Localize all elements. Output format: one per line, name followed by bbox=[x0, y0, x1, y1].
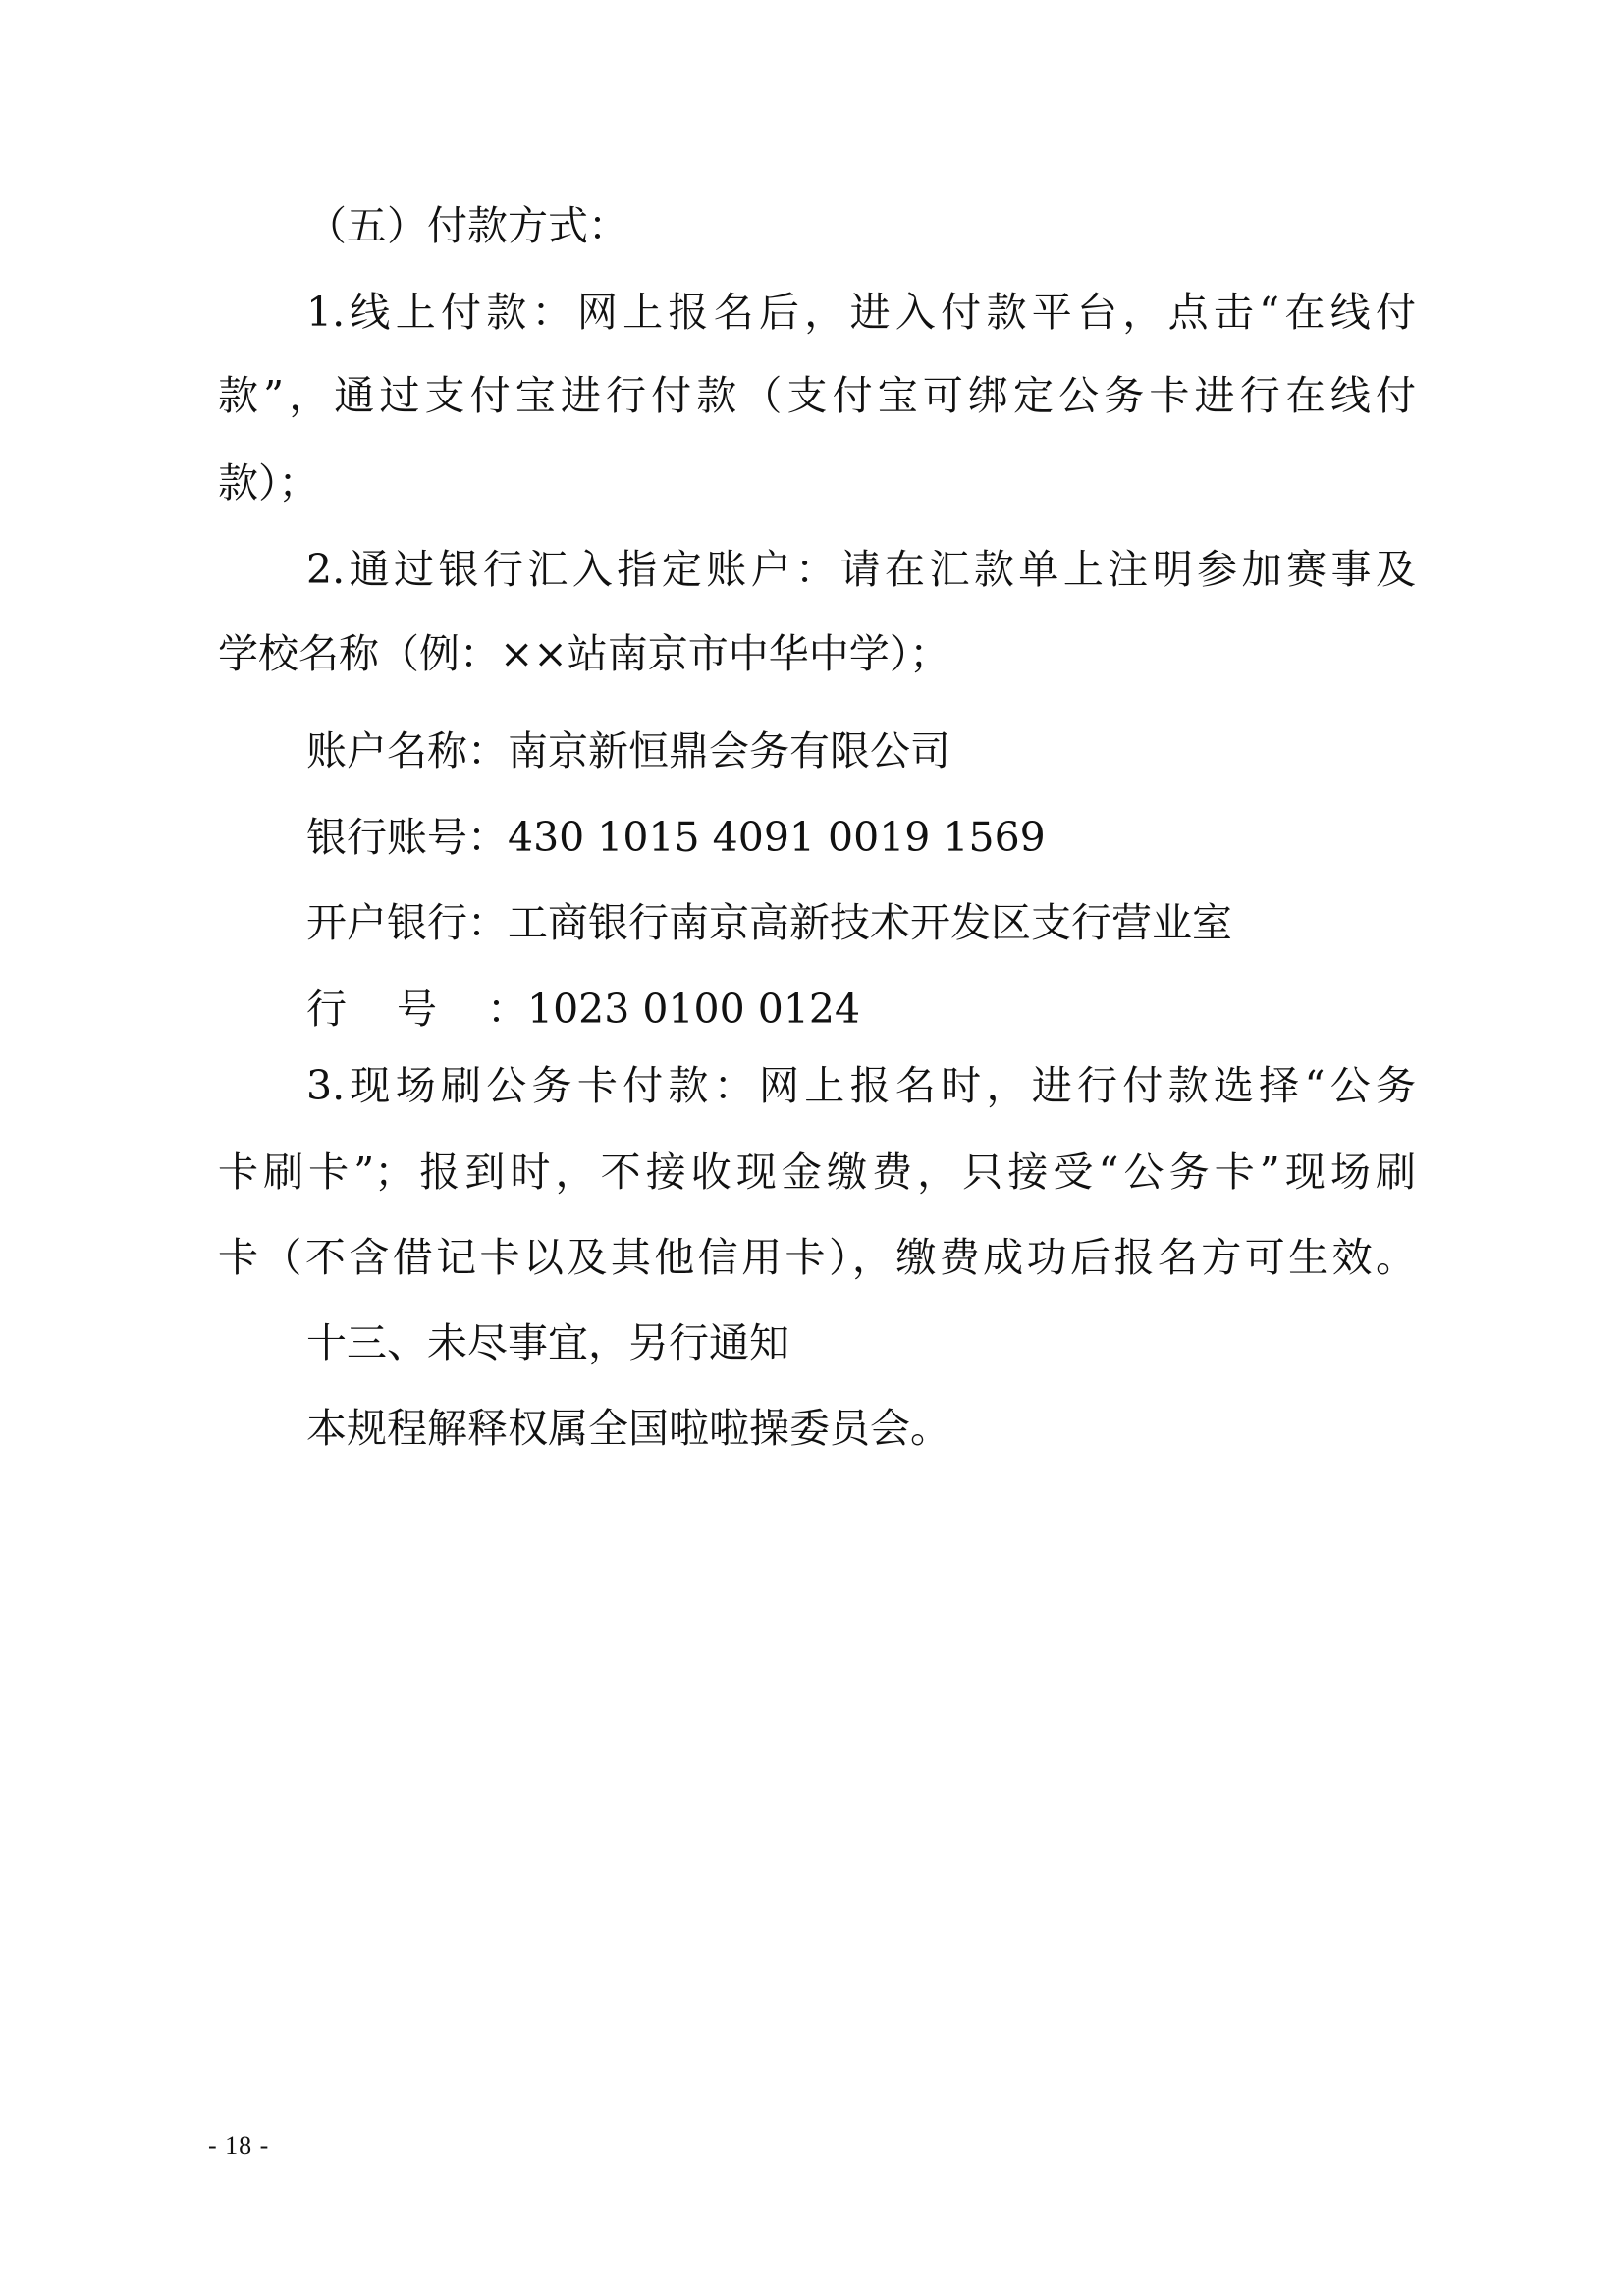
account-name-row bbox=[306, 725, 950, 776]
section-heading-payment-methods: （五）付款方式： bbox=[306, 202, 628, 249]
item1-line1: 1.线上付款：网上报名后，进入付款平台，点击“在线付 bbox=[306, 289, 1416, 336]
bank-name-label: 开户银行： bbox=[306, 899, 508, 946]
item3-line3: 卡（不含借记卡以及其他信用卡），缴费成功后报名方可生效。 bbox=[218, 1234, 1416, 1281]
account-number-row bbox=[306, 812, 1046, 863]
bank-code-row bbox=[306, 984, 860, 1035]
closing-statement: 本规程解释权属全国啦啦操委员会。 bbox=[306, 1405, 950, 1452]
account-number-label: 银行账号： bbox=[306, 814, 508, 861]
account-name-label: 账户名称： bbox=[306, 727, 508, 774]
account-number-value: 430 1015 4091 0019 1569 bbox=[508, 814, 1046, 861]
section13-heading: 十三、未尽事宜，另行通知 bbox=[306, 1319, 789, 1366]
bank-name-row bbox=[306, 897, 1232, 948]
page-number: - 18 - bbox=[208, 2131, 270, 2160]
account-name-value: 南京新恒鼎会务有限公司 bbox=[508, 727, 950, 774]
bank-name-value: 工商银行南京高新技术开发区支行营业室 bbox=[508, 899, 1232, 946]
item1-line2: 款”，通过支付宝进行付款（支付宝可绑定公务卡进行在线付 bbox=[218, 372, 1416, 419]
bank-code-label: 行号： bbox=[306, 986, 527, 1033]
bank-code-value: 1023 0100 0124 bbox=[527, 986, 861, 1033]
item1-line3: 款）； bbox=[218, 459, 319, 507]
item3-line1: 3.现场刷公务卡付款：网上报名时，进行付款选择“公务 bbox=[306, 1062, 1416, 1109]
item2-line2: 学校名称（例：××站南京市中华中学）； bbox=[218, 630, 950, 677]
item2-line1: 2.通过银行汇入指定账户：请在汇款单上注明参加赛事及 bbox=[306, 546, 1416, 593]
item3-line2: 卡刷卡”；报到时，不接收现金缴费，只接受“公务卡”现场刷 bbox=[218, 1148, 1416, 1196]
